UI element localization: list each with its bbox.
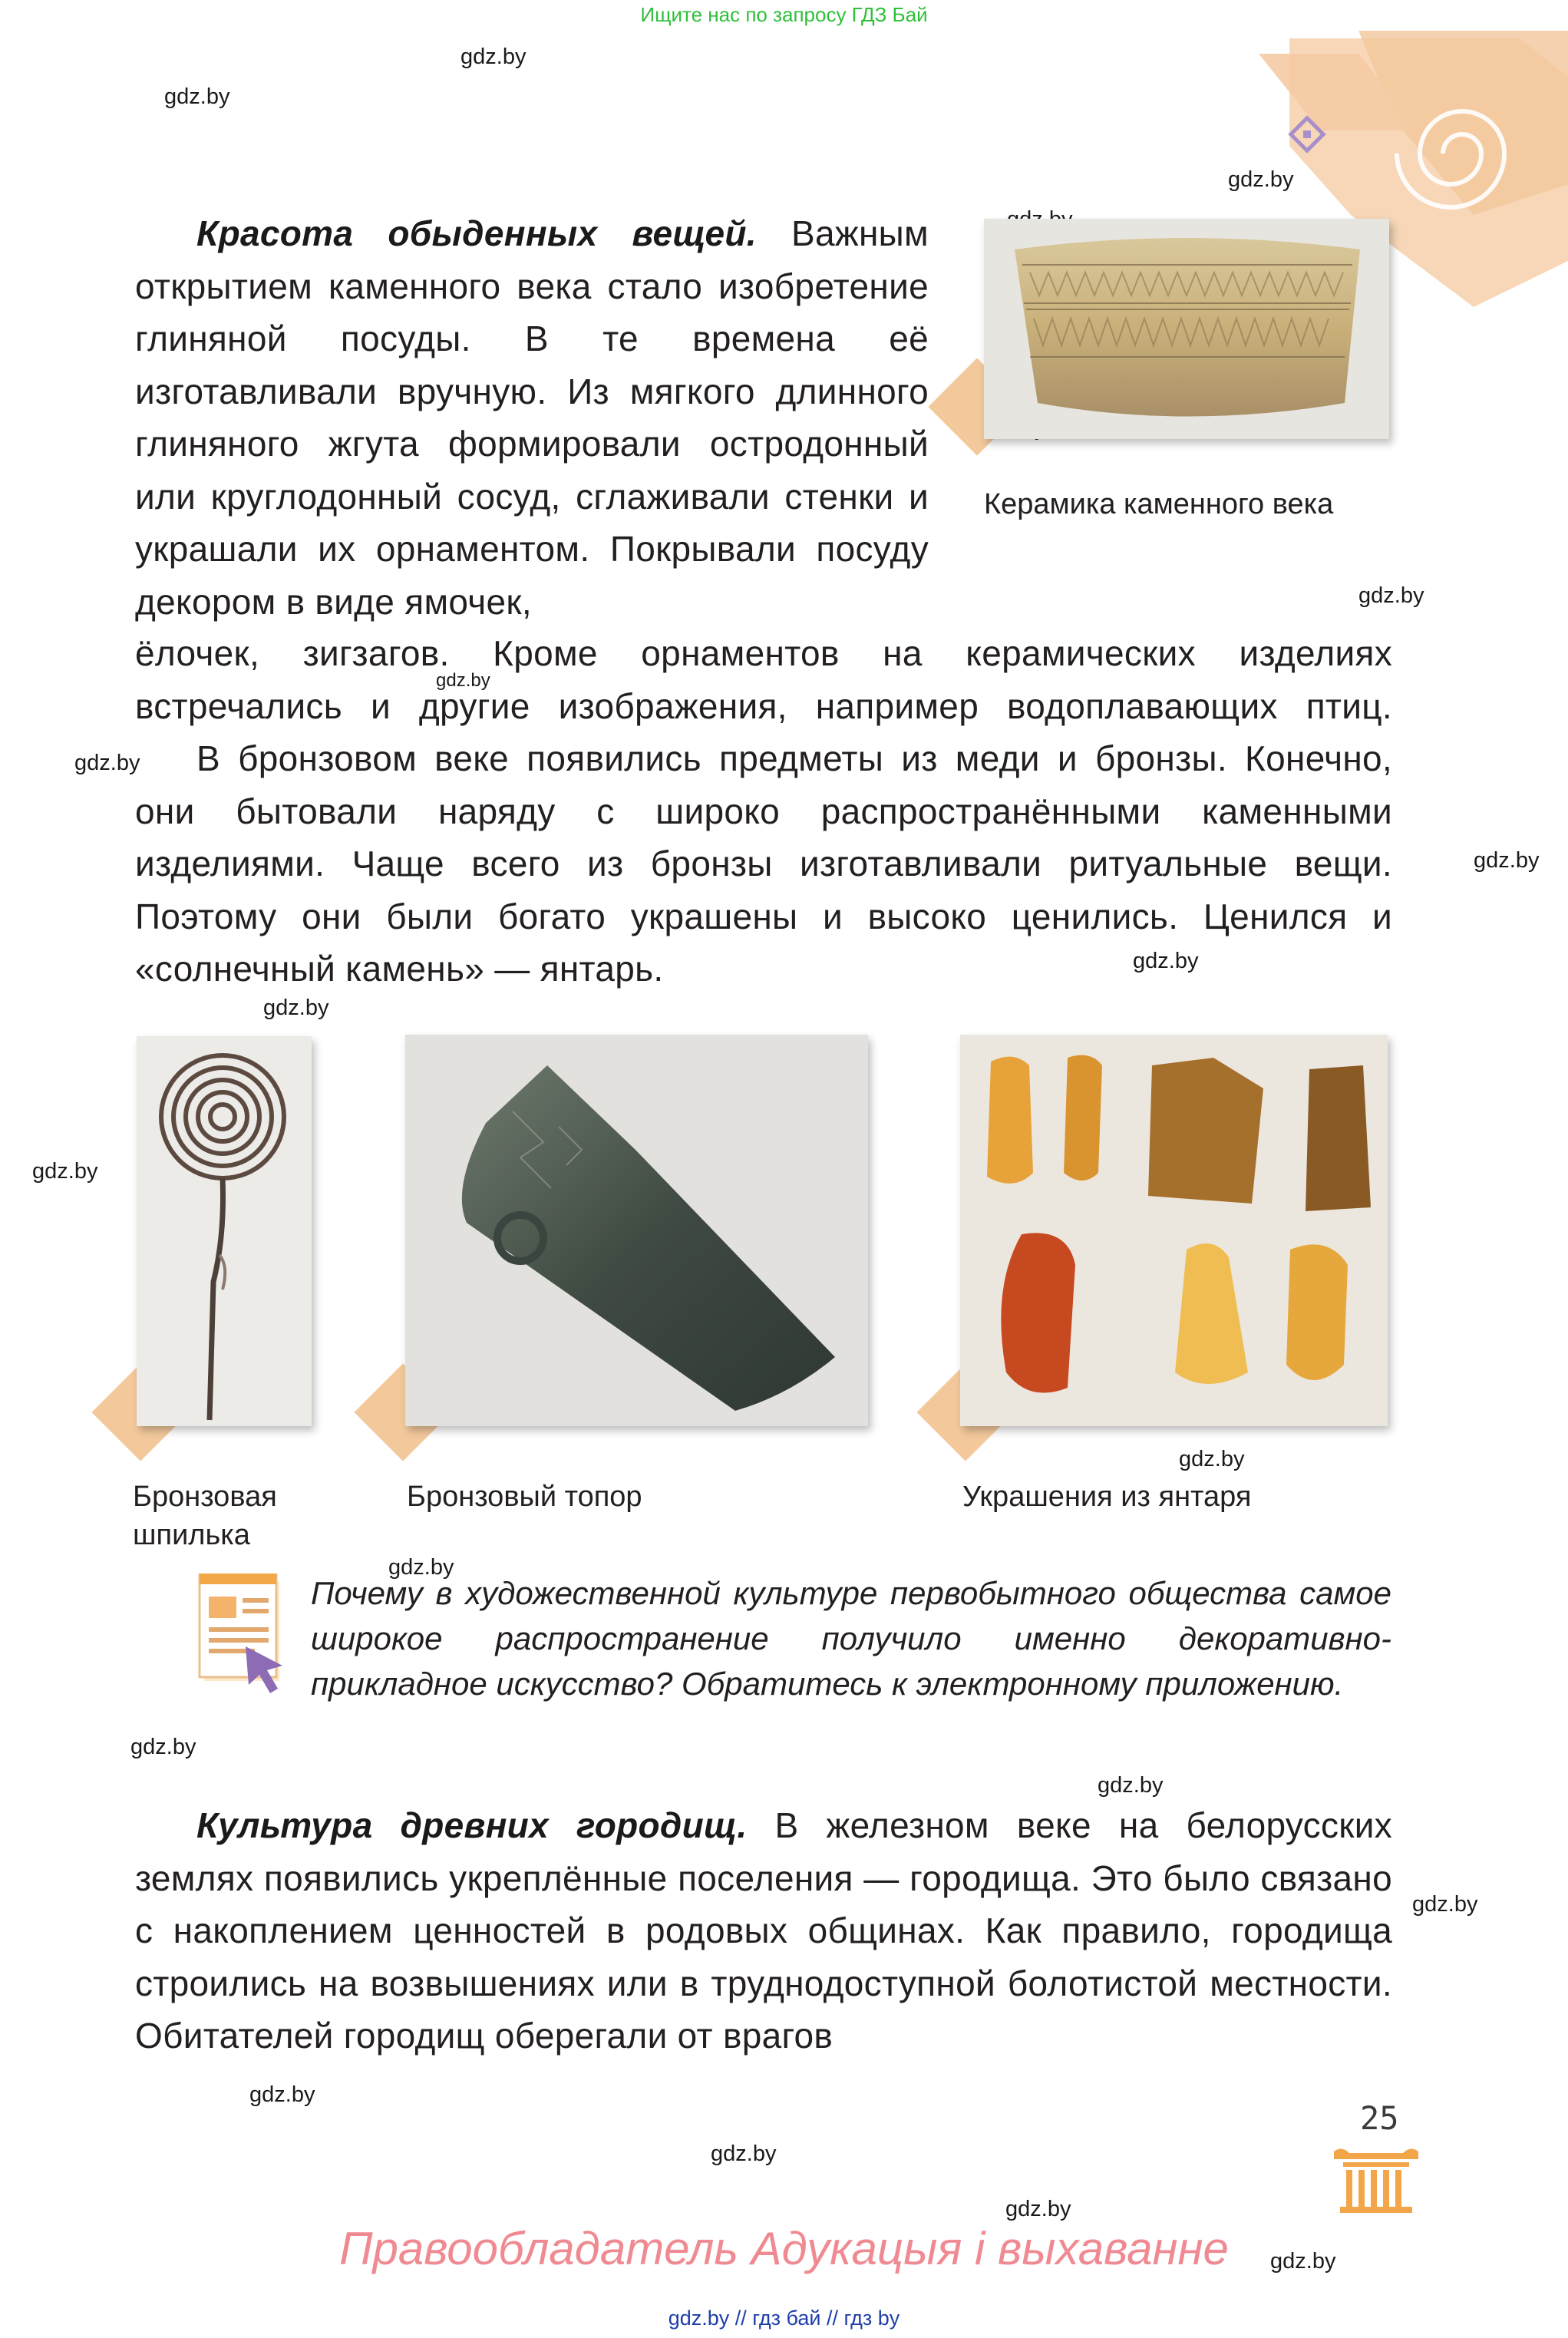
section1-heading: Красота обыденных вещей. xyxy=(196,213,757,253)
watermark: gdz.by xyxy=(74,751,140,775)
watermark: gdz.by xyxy=(1179,1447,1245,1471)
bronze-axe-photo xyxy=(405,1035,868,1426)
column-icon xyxy=(1326,2145,1426,2214)
watermark: gdz.by xyxy=(1412,1892,1478,1917)
bronze-axe-caption: Бронзовый топор xyxy=(407,1481,642,1513)
watermark: gdz.by xyxy=(249,2082,315,2107)
watermark: gdz.by xyxy=(1228,167,1294,192)
watermark: gdz.by xyxy=(1270,2249,1336,2274)
search-note: Ищите нас по запросу ГДЗ Бай xyxy=(640,3,928,26)
watermark: gdz.by xyxy=(164,84,230,109)
copyright: Правообладатель Адукацыя і выхаванне xyxy=(339,2223,1229,2274)
section1-paragraph-2 xyxy=(135,732,1392,996)
section2-heading: Культура древних городищ. xyxy=(196,1805,748,1845)
section1-paragraph-wide xyxy=(135,627,1392,732)
watermark: gdz.by xyxy=(711,2142,777,2166)
watermark: gdz.by xyxy=(1474,848,1540,873)
watermark: gdz.by xyxy=(1358,583,1424,608)
question-text: Почему в художественной культуре первобытного общества самое широкое распространение получило именно декоративно-прикладное искусство? Обратитесь к электронному приложению. xyxy=(311,1575,1391,1702)
watermark: gdz.by xyxy=(130,1735,196,1759)
watermark: gdz.by xyxy=(1098,1773,1164,1798)
ceramics-photo xyxy=(984,219,1389,439)
bronze-pin-caption-line1: Бронзовая xyxy=(133,1481,277,1513)
watermark: gdz.by xyxy=(460,45,527,69)
watermark: gdz.by xyxy=(388,1555,454,1580)
amber-caption: Украшения из янтаря xyxy=(962,1481,1252,1513)
section1-text-wide: ёлочек, зигзагов. Кроме орнаментов на керамических изделиях встречались и другие изображения, например водоплавающих птиц. xyxy=(135,633,1392,726)
section1-paragraph-top xyxy=(135,207,929,628)
section1-text-top: Важным открытием каменного века стало изобретение глиняной посуды. В те времена её изготавливали вручную. Из мягкого длинного глиняного жгута формировали остродонный или круглодонный сосуд, сглаживали стенки и украшали их орнаментом. Покрывали посуду декором в виде ямочек, xyxy=(135,213,929,622)
watermark: gdz.by xyxy=(1133,949,1199,973)
section2-paragraph xyxy=(135,1799,1392,2062)
e-resource-icon xyxy=(198,1574,289,1700)
watermark: gdz.by xyxy=(263,996,329,1020)
bottom-links[interactable]: gdz.by // гдз бай // гдз by xyxy=(668,2307,900,2330)
section1-paragraph-2-text: В бронзовом веке появились предметы из меди и бронзы. Конечно, они бытовали наряду с широко распространёнными каменными изделиями. Чаще всего из бронзы изготавливали ритуальные вещи. Поэтому они были богато украшены и высоко ценились. Ценился и «солнечный камень» — янтарь. xyxy=(135,738,1392,989)
bronze-pin-photo xyxy=(137,1036,312,1426)
bronze-pin-caption xyxy=(133,1478,317,1554)
ceramics-caption: Керамика каменного века xyxy=(984,488,1334,520)
watermark: gdz.by xyxy=(436,670,490,691)
section2-text: В железном веке на белорусских землях появились укреплённые поселения — городища. Это было связано с накоплением ценностей в родовых общинах. Как правило, городища строились на возвышениях или в труднодоступной болотистой местности. Обитателей городищ оберегали от врагов xyxy=(135,1805,1392,2056)
amber-photo xyxy=(960,1035,1388,1426)
watermark: gdz.by xyxy=(32,1159,98,1184)
watermark: gdz.by xyxy=(1005,2197,1071,2221)
bronze-pin-caption-line2: шпилька xyxy=(133,1519,250,1551)
page-number: 25 xyxy=(1360,2099,1399,2137)
